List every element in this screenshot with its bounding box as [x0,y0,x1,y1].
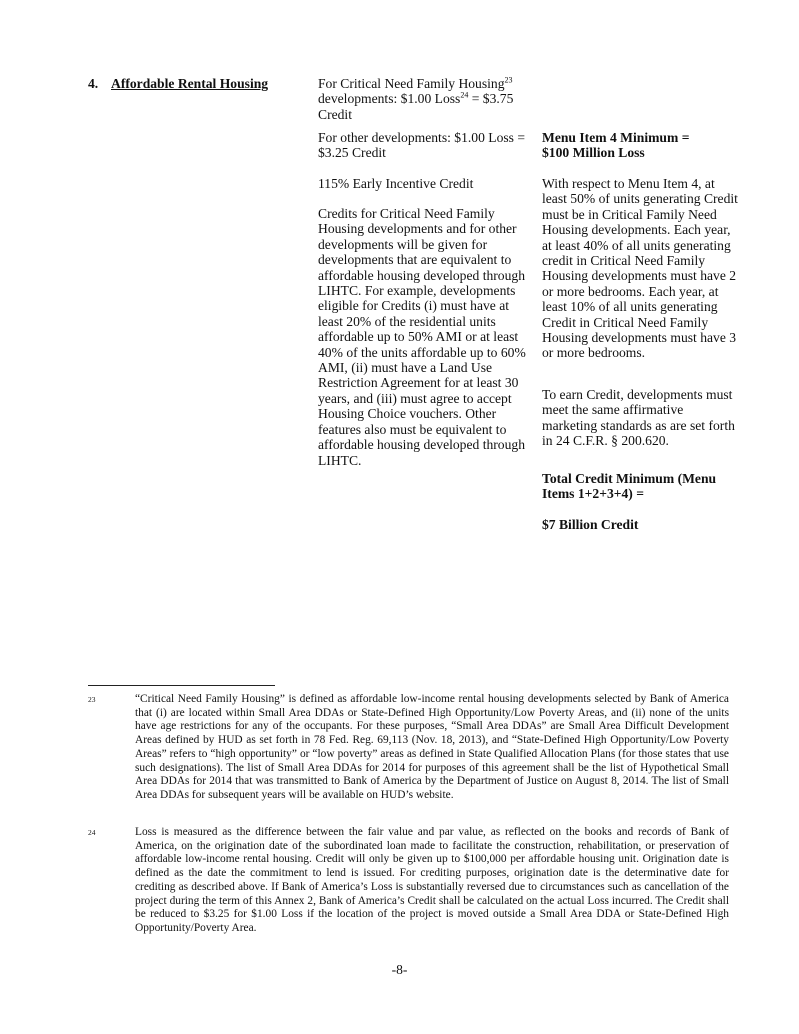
equivalence-paragraph: Credits for Critical Need Family Housing developments and for other developments will be given for developments that are equivalent to affordable housing developed through LIHTC. For example, developments eligible for Credits (i) must have at least 20% of the residential units affordable up to 50% AMI or at least 40% of the units affordable up to 60% AMI, (ii) must have a Land Use Restriction Agreement for at least 30 years, and (iii) must agree to accept Housing Choice vouchers. Other features also must be equivalent to affordable housing developed through LIHTC. [318,206,526,468]
menu-item-minimum: Menu Item 4 Minimum = $100 Million Loss [542,130,690,161]
critical-need-rate: = $3.75 [468,91,514,107]
early-incentive-credit: 115% Early Incentive Credit [318,176,474,191]
item-title: Affordable Rental Housing [111,76,269,91]
page-number: -8- [391,962,408,977]
other-developments-credit: For other developments: $1.00 Loss = $3.25 Credit [318,130,526,161]
critical-need-line1: For Critical Need Family Housing [318,76,505,91]
credit-terms-column [318,76,530,122]
footnote-separator [88,685,275,686]
footnote-ref-23[interactable]: 23 [504,75,513,85]
footnote-ref-24[interactable]: 24 [460,90,469,100]
total-credit-value: $7 Billion Credit [542,517,639,532]
bedroom-requirements: With respect to Menu Item 4, at least 50% of units generating Credit must be in Critical Family Need Housing developments. Each year, at least 40% of all units generating credit in Critical Need Family Housing developments must have 2 or more bedrooms. Each year, at least 10% of all units generating Credit in Critical Need Family Housing developments must have 3 or more bedrooms. [542,176,738,361]
critical-need-line2: developments: $1.00 Loss [318,91,461,107]
total-credit-heading: Total Credit Minimum (Menu Items 1+2+3+4) = [542,471,717,502]
footnote-text: Loss is measured as the difference between the fair value and par value, as reflected on the books and records of Bank of America, on the origination date of the subordinated loan made to facilitate the construction, rehabilitation, or preservation of affordable low-income rental housing. Credit will only be given up to $100,000 per affordable housing unit. Origination date is defined as the date the commitment to lend is issued. For crediting purposes, origination date is the determinative date for crediting as described above. If Bank of America’s Loss is substantially reversed due to circumstances such as cancellation of the project during the term of this Annex 2, Bank of America’s Credit shall be calculated on the actual Loss incurred. The Credit shall be reduced to $3.25 for $1.00 Loss if the location of the project is moved outside a Small Area DDA or State-Defined High Opportunity/Poverty Area. [135,826,729,934]
marketing-requirements: To earn Credit, developments must meet the same affirmative marketing standards as are set forth in 24 C.F.R. § 200.620. [542,387,735,449]
footnote-text: “Critical Need Family Housing” is defined as affordable low-income rental housing developments selected by Bank of America that (i) are located within Small Area DDAs or State-Defined High Opportunity/Low Poverty Areas, and (ii) none of the units have age restrictions for any of the occupants. For these purposes, “Small Area DDAs” are Small Area Difficult Development Areas defined by HUD as set forth in 78 Fed. Reg. 69,113 (Nov. 18, 2013), and “State-Defined High Opportunity/Low Poverty Areas” refers to “high opportunity” or “low poverty” areas as defined in State Qualified Allocation Plans (for those states that use such designations). The list of Small Area DDAs for 2014 for purposes of this agreement shall be the list of Hypothetical Small Area DDAs for 2014 that was transmitted to Bank of America by the Department of Justice on August 8, 2014. The list of Small Area DDAs for subsequent years will be available on HUD’s website. [135,693,729,801]
footnote-number: 23 [88,695,96,704]
critical-need-line3: Credit [318,106,352,122]
item-number: 4. [88,76,99,91]
footnote-number: 24 [88,828,96,837]
critical-need-credit [318,76,530,122]
